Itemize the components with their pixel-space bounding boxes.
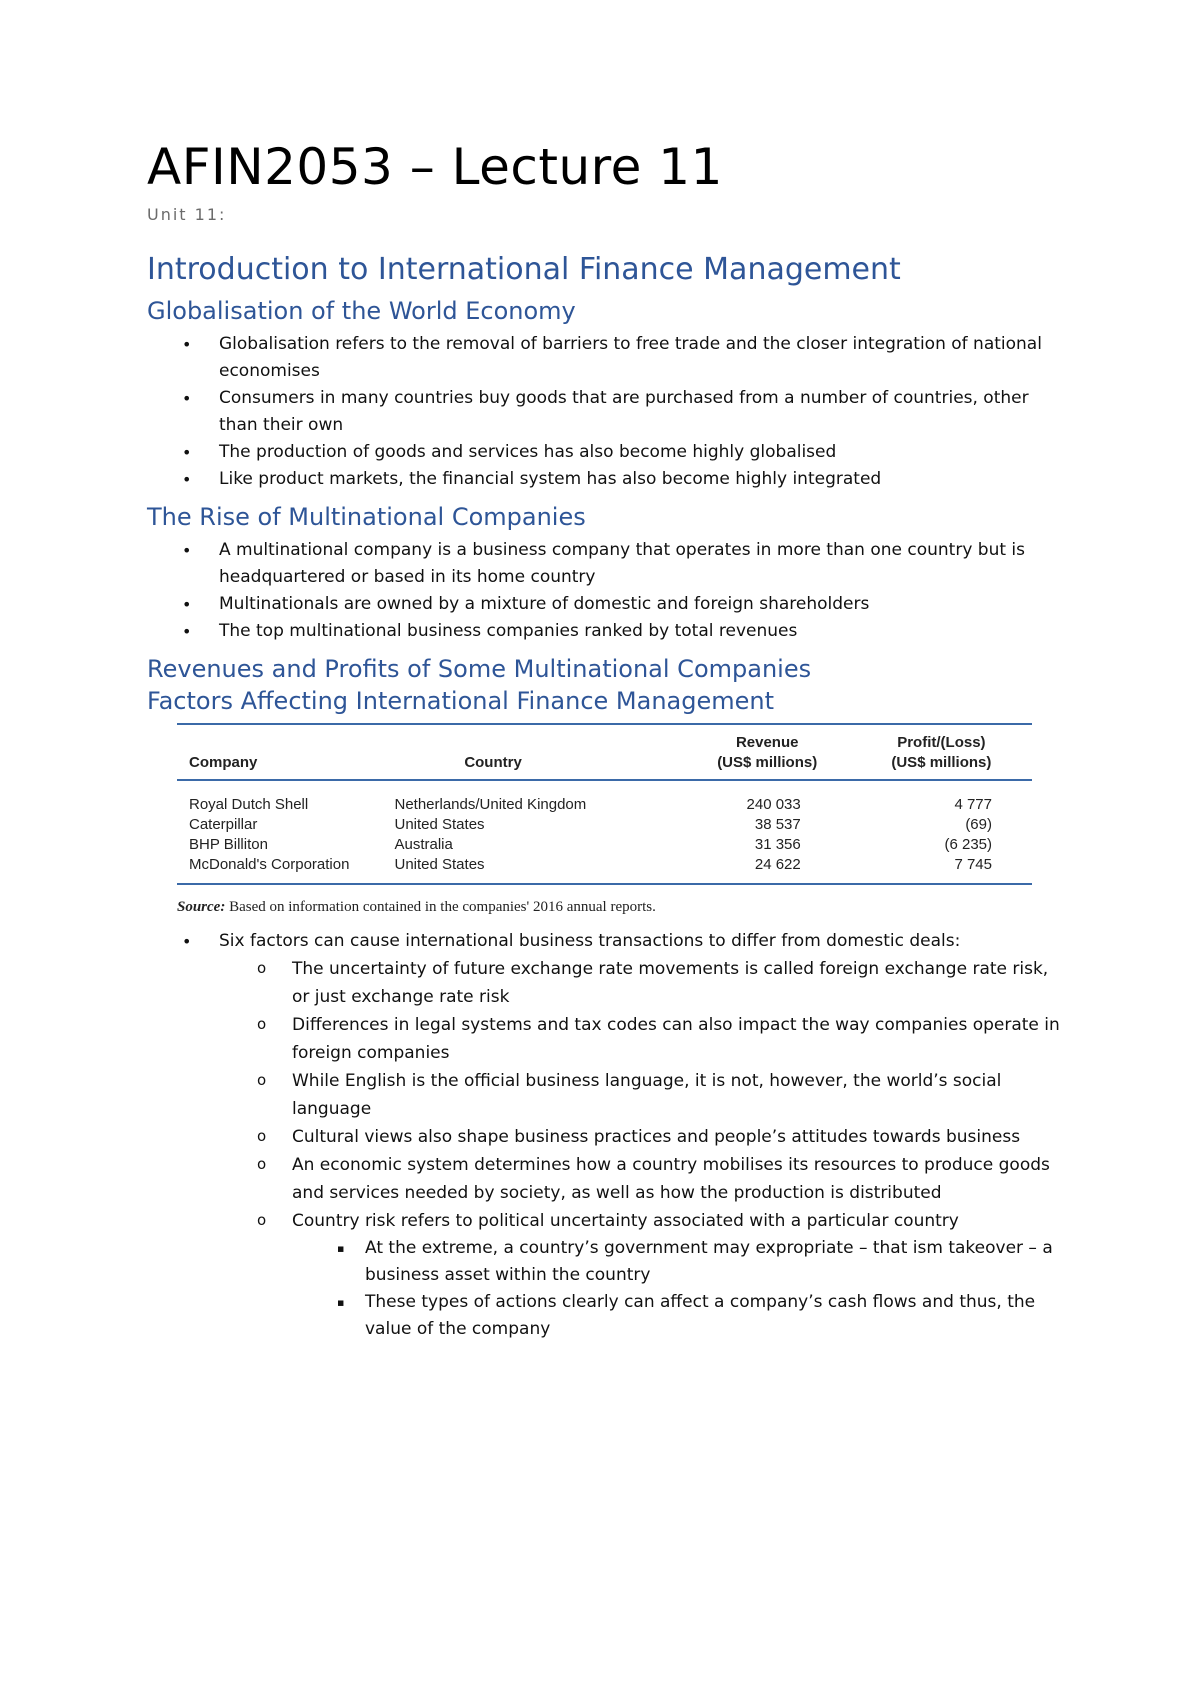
main-heading: Introduction to International Finance Management: [147, 252, 901, 287]
list-item-text: A multinational company is a business company that operates in more than one country but is headquartered or based in its home country: [219, 540, 1026, 587]
bullet-marker: •: [182, 443, 192, 462]
table-header-row: [177, 725, 1032, 780]
list-item: [147, 955, 1067, 1011]
list-item: [147, 466, 1067, 493]
cell-profit: (6 235): [944, 836, 992, 853]
header-profit: Profit/(Loss) (US$ millions): [851, 725, 1032, 780]
header-revenue: Revenue (US$ millions): [692, 725, 851, 780]
cell-country: United States: [382, 855, 691, 884]
list-item: [147, 591, 1067, 618]
cell-profit: 4 777: [954, 796, 992, 813]
circle-marker: o: [257, 959, 267, 977]
list-item-text: Differences in legal systems and tax codes can also impact the way companies operate in foreign companies: [292, 1015, 1060, 1063]
section-globalisation: [147, 297, 1067, 493]
table-row: [177, 855, 1032, 884]
table-source-note: [177, 899, 1032, 916]
bullet-list-factors: [147, 928, 1067, 955]
list-item-text: The uncertainty of future exchange rate movements is called foreign exchange rate risk, or just exchange rate risk: [292, 959, 1049, 1007]
section-multinationals: [147, 503, 1067, 645]
header-company: Company: [177, 725, 382, 780]
revenue-profit-table: [177, 723, 1032, 885]
circle-marker: o: [257, 1155, 267, 1173]
section-heading-factors: Factors Affecting International Finance Management: [147, 687, 775, 715]
list-item: [147, 1151, 1067, 1207]
list-item: [147, 1011, 1067, 1067]
bullet-marker: •: [182, 389, 192, 408]
square-marker: ▪: [337, 1296, 345, 1309]
list-item: [147, 928, 1067, 955]
section-heading-globalisation: Globalisation of the World Economy: [147, 297, 576, 325]
list-item: [147, 439, 1067, 466]
list-item-text: An economic system determines how a country mobilises its resources to produce goods and services needed by society, as well as how the production is distributed: [292, 1155, 1050, 1203]
source-text: Based on information contained in the companies' 2016 annual reports.: [229, 899, 656, 915]
circle-marker: o: [257, 1211, 267, 1229]
cell-country: United States: [394, 816, 485, 833]
list-item: [147, 1207, 1067, 1235]
table-row: [177, 835, 1032, 855]
bullet-marker: •: [182, 622, 192, 641]
table-row: [177, 815, 1032, 835]
cell-company: Royal Dutch Shell: [189, 796, 309, 813]
cell-revenue: 24 622: [692, 855, 851, 884]
cell-profit: (69): [965, 816, 992, 833]
bullet-marker: •: [182, 595, 192, 614]
cell-revenue: 31 356: [754, 836, 801, 853]
list-item-text: At the extreme, a country’s government may expropriate – that ism takeover – a business asset within the country: [365, 1238, 1053, 1285]
square-marker: ▪: [337, 1242, 345, 1255]
revenue-profit-table-figure: [177, 723, 1032, 916]
list-item-text: Country risk refers to political uncertainty associated with a particular country: [292, 1211, 959, 1231]
list-item-text: These types of actions clearly can affect a company’s cash flows and thus, the value of the company: [365, 1292, 1036, 1339]
cell-profit: 7 745: [851, 855, 1032, 884]
cell-revenue: 38 537: [754, 816, 801, 833]
circle-marker: o: [257, 1071, 267, 1089]
bullet-marker: •: [182, 541, 192, 560]
list-item: [147, 1235, 1067, 1289]
bullet-marker: •: [182, 335, 192, 354]
page-title: AFIN2053 – Lecture 11: [147, 138, 723, 196]
circle-marker: o: [257, 1127, 267, 1145]
list-item-text: The top multinational business companies ranked by total revenues: [219, 621, 798, 641]
page-subtitle: Unit 11:: [147, 205, 227, 224]
list-item: [147, 537, 1067, 591]
cell-company: McDonald's Corporation: [177, 855, 382, 884]
list-item: [147, 1289, 1067, 1343]
list-item-text: Multinationals are owned by a mixture of domestic and foreign shareholders: [219, 594, 870, 614]
list-item: [147, 385, 1067, 439]
document-page: [147, 140, 1067, 1343]
cell-company: BHP Billiton: [189, 836, 268, 853]
list-item-text: Like product markets, the financial system has also become highly integrated: [219, 469, 882, 489]
header-country: Country: [382, 725, 691, 780]
bullet-list-multinationals: [147, 537, 1067, 645]
cell-country: Australia: [394, 836, 453, 853]
bullet-marker: •: [182, 932, 192, 951]
table-row: [177, 780, 1032, 815]
bullet-list-globalisation: [147, 331, 1067, 493]
list-item-text: Cultural views also shape business practices and people’s attitudes towards business: [292, 1127, 1021, 1147]
cell-revenue: 240 033: [746, 796, 801, 813]
circle-marker: o: [257, 1015, 267, 1033]
cell-company: Caterpillar: [189, 816, 258, 833]
list-item-text: Consumers in many countries buy goods that are purchased from a number of countries, other than their own: [219, 388, 1029, 435]
list-item-text: While English is the official business language, it is not, however, the world’s social language: [292, 1071, 1002, 1119]
subsublist-country-risk: [147, 1235, 1067, 1343]
list-item: [147, 331, 1067, 385]
section-heading-multinationals: The Rise of Multinational Companies: [147, 503, 586, 531]
list-item-text: Six factors can cause international business transactions to differ from domestic deals:: [219, 931, 961, 951]
list-item: [147, 1067, 1067, 1123]
bullet-marker: •: [182, 470, 192, 489]
section-heading-revenues: Revenues and Profits of Some Multinational Companies: [147, 655, 812, 683]
cell-country: Netherlands/United Kingdom: [394, 796, 587, 813]
sublist-factors: [147, 955, 1067, 1235]
list-item: [147, 1123, 1067, 1151]
list-item-text: The production of goods and services has also become highly globalised: [219, 442, 837, 462]
source-label: Source:: [177, 899, 226, 915]
list-item: [147, 618, 1067, 645]
list-item-text: Globalisation refers to the removal of barriers to free trade and the closer integration of national economises: [219, 334, 1042, 381]
